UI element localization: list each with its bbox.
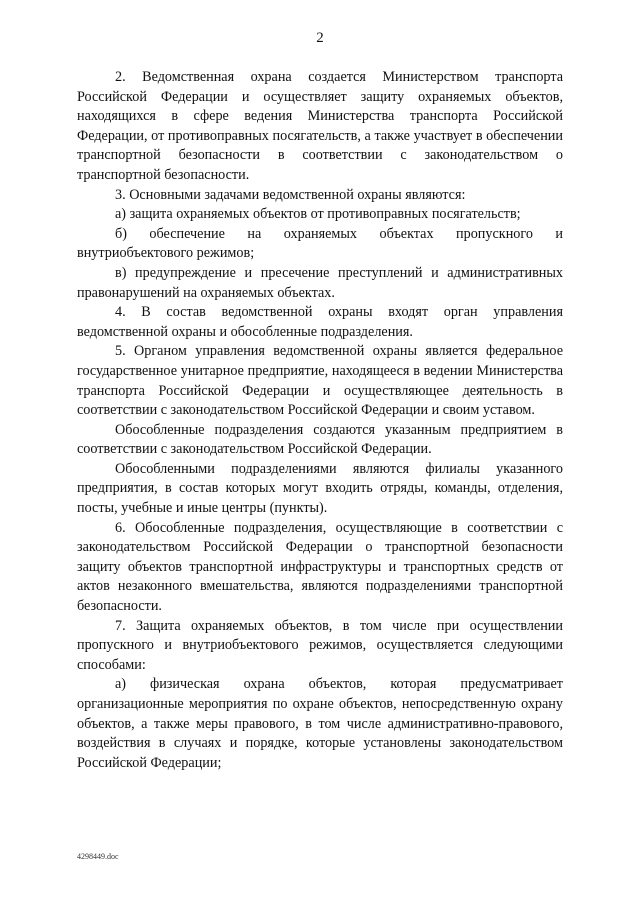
paragraph-5-subsidiaries-branches: Обособленными подразделениями являются филиалы указанного предприятия, в состав которых могут входить отряды, команды, отделения, посты, учебные и иные центры (пункты). [77,460,563,517]
paragraph-3b: б) обеспечение на охраняемых объектах пропускного и внутриобъектового режимов; [77,225,563,262]
paragraph-3c: в) предупреждение и пресечение преступлений и административных правонарушений на охраняемых объектах. [77,264,563,301]
paragraph-6: 6. Обособленные подразделения, осуществляющие в соответствии с законодательством Российской Федерации о транспортной безопасности защиту объектов транспортной инфраструктуры и транспортных средств от актов незаконного вмешательства, являются подразделениями транспортной безопасности. [77,519,563,615]
paragraph-5: 5. Органом управления ведомственной охраны является федеральное государственное унитарное предприятие, находящееся в ведении Министерства транспорта Российской Федерации и осуществляющее деятельность в соответствии с законодательством Российской Федерации и своим уставом. [77,343,563,419]
paragraph-7a: а) физическая охрана объектов, которая предусматривает организационные мероприятия по охране объектов, непосредственную охрану объектов, а также меры правового, в том числе административно-правового, воздействия в случаях и порядке, которые установлены законодательством Российской Федерации; [77,676,563,771]
paragraph-3a: а) защита охраняемых объектов от противоправных посягательств; [115,206,521,223]
paragraph-5-subsidiaries-created: Обособленные подразделения создаются указанным предприятием в соответствии с законодательством Российской Федерации. [77,421,563,458]
footer-doc-code: 4298449.doc [77,852,119,861]
document-body [77,68,563,773]
paragraph-2: 2. Ведомственная охрана создается Министерством транспорта Российской Федерации и осуществляет защиту охраняемых объектов, находящихся в сфере ведения Министерства транспорта Российской Федерации, от противоправных посягательств, а также участвует в обеспечении транспортной безопасности в соответствии с законодательством о транспортной безопасности. [77,69,563,183]
paragraph-7: 7. Защита охраняемых объектов, в том числе при осуществлении пропускного и внутриобъектового режимов, осуществляется следующими способами: [77,617,563,673]
paragraph-4: 4. В состав ведомственной охраны входят орган управления ведомственной охраны и обособленные подразделения. [77,304,563,340]
paragraph-3: 3. Основными задачами ведомственной охраны являются: [115,186,466,203]
page-number: 2 [316,30,324,46]
